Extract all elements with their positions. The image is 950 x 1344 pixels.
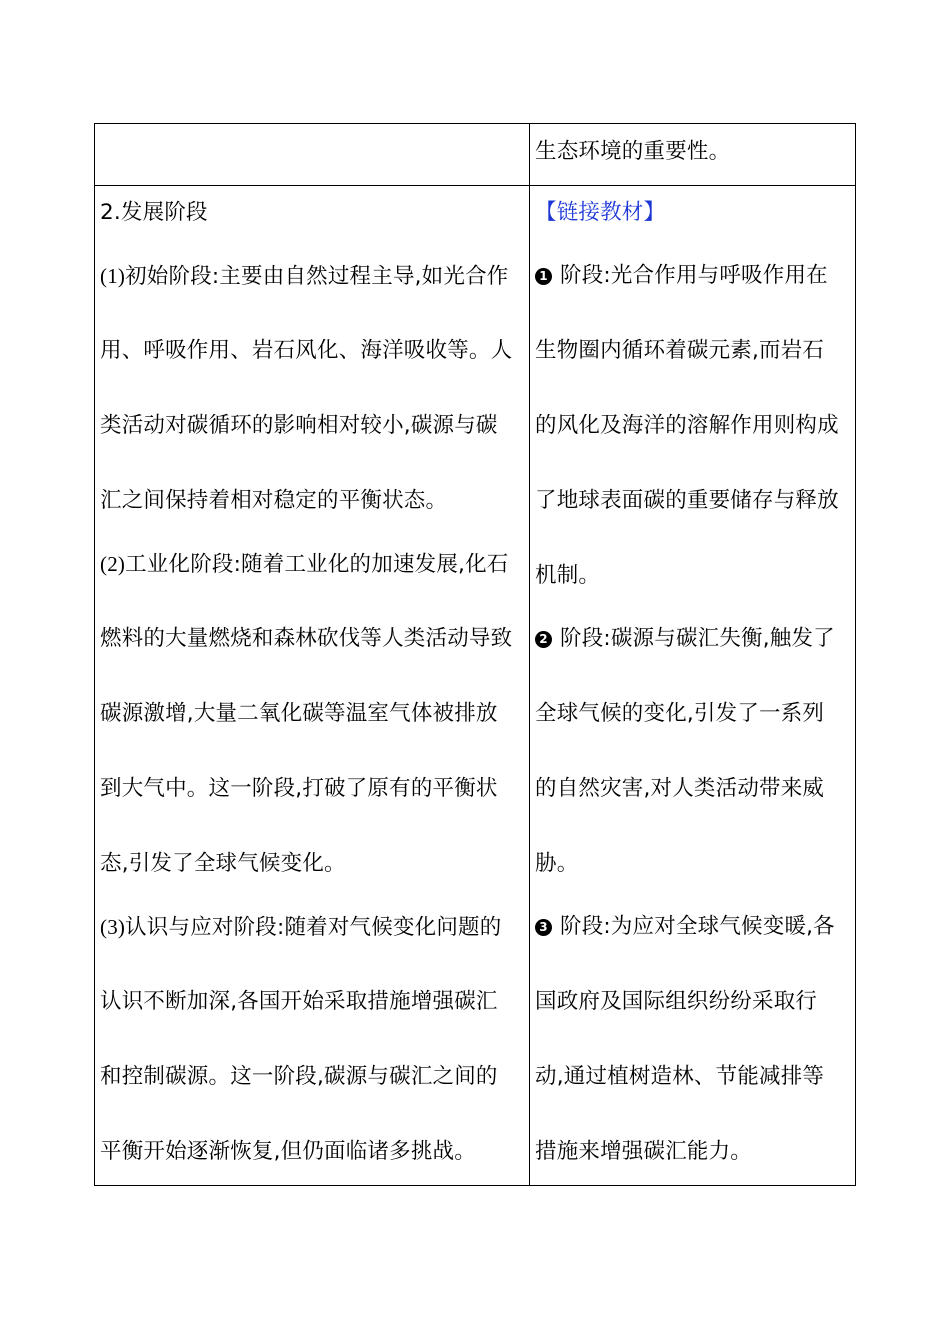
- p1-number: (1): [100, 264, 126, 288]
- p1-line-4: 汇之间保持着相对稳定的平衡状态。: [100, 488, 448, 513]
- row-divider: [95, 185, 855, 186]
- p3-line-3: 和控制碳源。这一阶段,碳源与碳汇之间的: [100, 1064, 498, 1089]
- item1-line-1: [535, 261, 853, 291]
- p1-line-1-text: 初始阶段:主要由自然过程主导,如光合作: [125, 264, 509, 289]
- p1-line-3: 类活动对碳循环的影响相对较小,碳源与碳: [100, 413, 498, 438]
- item2-line-1-text: 阶段:碳源与碳汇失衡,触发了: [560, 626, 835, 651]
- p1-line-2: 用、呼吸作用、岩石风化、海洋吸收等。人: [100, 338, 513, 363]
- content-table: [94, 123, 856, 1186]
- section-heading: 2.发展阶段: [100, 200, 208, 225]
- p3-line-1-text: 认识与应对阶段:随着对气候变化问题的: [125, 915, 502, 940]
- circled-number-2-icon: 2: [535, 631, 552, 648]
- p2-line-3: 碳源激增,大量二氧化碳等温室气体被排放: [100, 701, 498, 726]
- item1-line-3: 的风化及海洋的溶解作用则构成: [535, 413, 839, 438]
- top-row-text: 生态环境的重要性。: [535, 139, 731, 164]
- item3-line-1: [535, 912, 853, 942]
- item1-line-2: 生物圈内循环着碳元素,而岩石: [535, 338, 825, 363]
- item1-line-4: 了地球表面碳的重要储存与释放: [535, 488, 839, 513]
- item3-line-2: 国政府及国际组织纷纷采取行: [535, 989, 818, 1014]
- circled-number-1-icon: 1: [535, 268, 552, 285]
- circled-number-3-icon: 3: [535, 919, 552, 936]
- p1-line-1: [100, 261, 526, 292]
- p3-line-2: 认识不断加深,各国开始采取措施增强碳汇: [100, 989, 498, 1014]
- p3-line-4: 平衡开始逐渐恢复,但仍面临诸多挑战。: [100, 1139, 476, 1164]
- link-textbook-label: 【链接教材】: [535, 200, 666, 225]
- item2-line-1: [535, 624, 853, 654]
- item2-line-4: 胁。: [535, 851, 579, 876]
- p2-line-2: 燃料的大量燃烧和森林砍伐等人类活动导致: [100, 626, 513, 651]
- p2-line-1: [100, 549, 526, 580]
- p2-line-1-text: 工业化阶段:随着工业化的加速发展,化石: [125, 552, 509, 577]
- item2-line-3: 的自然灾害,对人类活动带来威: [535, 776, 825, 801]
- item3-line-3: 动,通过植树造林、节能减排等: [535, 1064, 825, 1089]
- p2-number: (2): [100, 552, 126, 576]
- column-divider: [529, 124, 530, 1185]
- item3-line-1-text: 阶段:为应对全球气候变暖,各: [560, 914, 835, 939]
- item1-line-5: 机制。: [535, 563, 601, 588]
- p2-line-4: 到大气中。这一阶段,打破了原有的平衡状: [100, 776, 498, 801]
- item2-line-2: 全球气候的变化,引发了一系列: [535, 701, 825, 726]
- p3-line-1: [100, 912, 526, 943]
- p3-number: (3): [100, 915, 126, 939]
- p2-line-5: 态,引发了全球气候变化。: [100, 851, 346, 876]
- item3-line-4: 措施来增强碳汇能力。: [535, 1139, 753, 1164]
- item1-line-1-text: 阶段:光合作用与呼吸作用在: [560, 263, 828, 288]
